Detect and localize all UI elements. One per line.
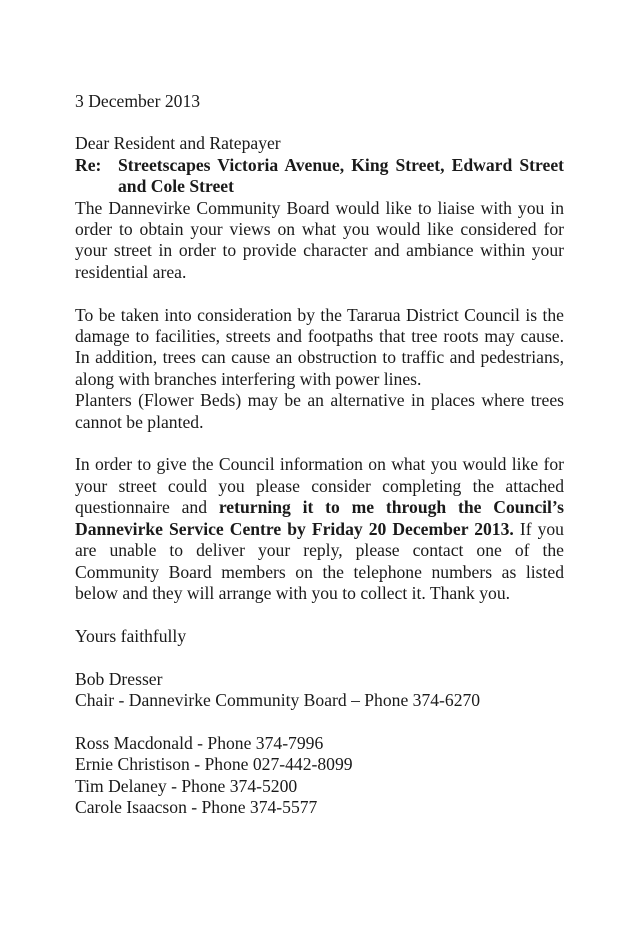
- paragraph-considerations: To be taken into consideration by the Tararua District Council is the damage to facilities, streets and footpaths that tree roots may cause. In addition, trees can cause an obstruction to traffic and pedestrians, along with branches interfering with power lines.: [75, 304, 564, 389]
- paragraph-request: [75, 454, 564, 604]
- member-list: [75, 733, 564, 819]
- subject-label: Re:: [75, 154, 102, 175]
- signatory-title: Chair - Dannevirke Community Board – Phone 374-6270: [75, 689, 481, 710]
- paragraph-planters: Planters (Flower Beds) may be an alternative in places where trees cannot be planted.: [75, 390, 564, 432]
- request-text-end: If you are unable to deliver your reply, please contact one of the Community Board members on the telephone numbers as listed below and they will arrange with you to collect it. Thank you.: [75, 518, 564, 603]
- signatory-name: Bob Dresser: [75, 668, 163, 689]
- member-item: Tim Delaney - Phone 374-5200: [75, 775, 298, 796]
- subject-line: [75, 155, 564, 198]
- request-deadline: returning it to me through the Council’s Dannevirke Service Centre by Friday 20 December 2013.: [75, 497, 564, 539]
- member-item: Ernie Christison - Phone 027-442-8099: [75, 754, 353, 775]
- closing: Yours faithfully: [75, 625, 187, 646]
- subject-text: Streetscapes Victoria Avenue, King Street, Edward Street and Cole Street: [118, 154, 564, 197]
- paragraph-intro: The Dannevirke Community Board would like to liaise with you in order to obtain your views on what you would like considered for your street in order to provide character and ambiance within your residential area.: [75, 197, 564, 282]
- member-item: Ross Macdonald - Phone 374-7996: [75, 732, 324, 753]
- member-item: Carole Isaacson - Phone 374-5577: [75, 796, 318, 817]
- letter-date: 3 December 2013: [75, 91, 201, 111]
- salutation: Dear Resident and Ratepayer: [75, 133, 281, 154]
- request-text-start: In order to give the Council information on what you would like for your street could you please consider completing the attached questionnaire and: [75, 454, 564, 518]
